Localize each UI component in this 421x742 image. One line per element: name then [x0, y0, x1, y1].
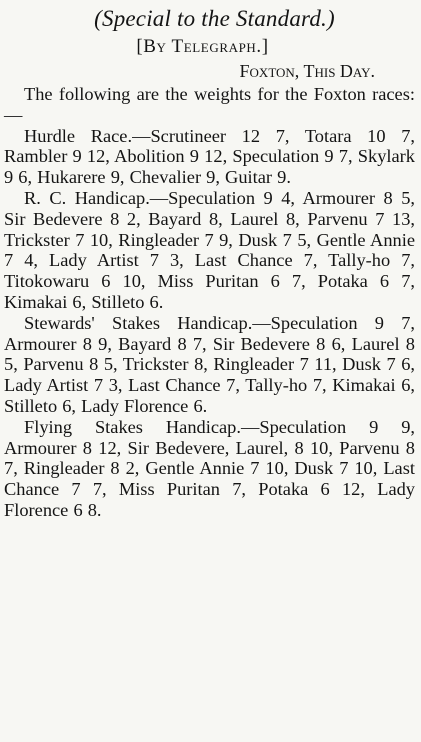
article-dateline: Foxton, This Day.	[239, 61, 375, 81]
race-entry-hurdle: Hurdle Race.—Scrutineer 12 7, Totara 10 7, Rambler 9 12, Abolition 9 12, Speculation 9 7, Skylark 9 6, Hukarere 9, Chevalier 9, Guitar 9.	[4, 125, 415, 188]
article-byline: [By Telegraph.]	[136, 36, 269, 57]
race-entry-flying-stakes: Flying Stakes Handicap.—Speculation 9 9, Armourer 8 12, Sir Bedevere, Laurel, 8 10, Parvenu 8 7, Ringleader 8 2, Gentle Annie 7 10, Dusk 7 10, Last Chance 7 7, Miss Puritan 7, Potaka 6 12, Lady Florence 6 8.	[4, 416, 415, 520]
race-entry-rc-handicap: R. C. Handicap.—Speculation 9 4, Armourer 8 5, Sir Bedevere 8 2, Bayard 8, Laurel 8, Parvenu 7 13, Trickster 7 10, Ringleader 7 9, Dusk 7 5, Gentle Annie 7 4, Lady Artist 7 3, Last Chance 7, Tally-ho 7, Titokowaru 6 10, Miss Puritan 6 7, Potaka 6 7, Kimakai 6, Stilleto 6.	[4, 187, 415, 312]
race-entry-stewards-stakes: Stewards' Stakes Handicap.—Speculation 9 7, Armourer 8 9, Bayard 8 7, Sir Bedevere 8 6, Laurel 8 5, Parvenu 8 5, Trickster 8, Ringleader 7 11, Dusk 7 6, Lady Artist 7 3, Last Chance 7, Tally-ho 7, Kimakai 6, Stilleto 6, Lady Florence 6.	[4, 312, 415, 416]
article-heading: (Special to the Standard.)	[94, 6, 335, 31]
article-intro: The following are the weights for the Foxton races:—	[4, 84, 415, 125]
